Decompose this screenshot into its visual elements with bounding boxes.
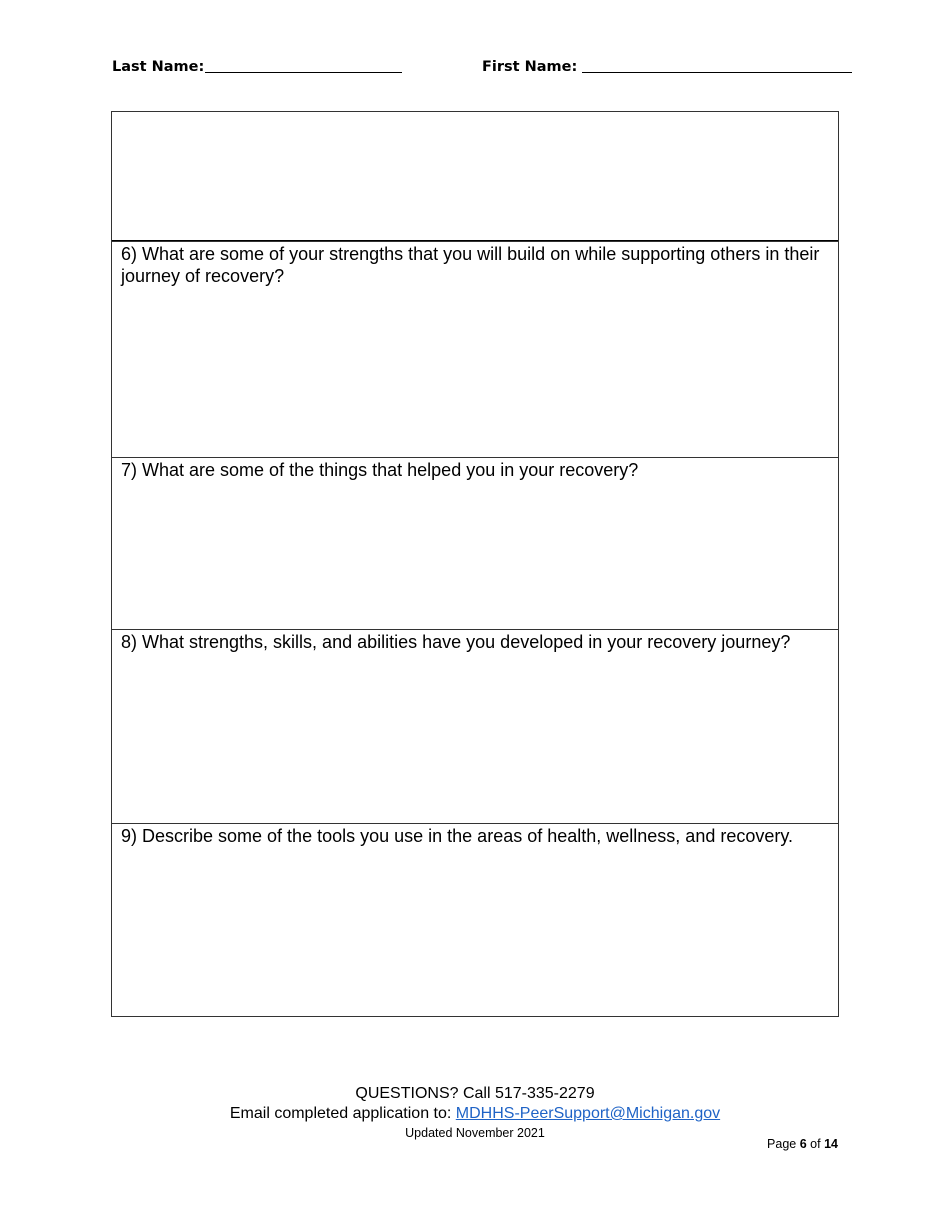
updated-date: Updated November 2021 xyxy=(405,1126,545,1140)
question-6-text: 6) What are some of your strengths that you will build on while supporting others in their journey of recovery? xyxy=(121,244,820,286)
question-8-box[interactable] xyxy=(112,629,838,823)
question-9-box[interactable] xyxy=(112,823,838,1016)
question-7-box[interactable] xyxy=(112,457,838,629)
question-7-text: 7) What are some of the things that helped you in your recovery? xyxy=(121,460,639,480)
email-link[interactable]: MDHHS-PeerSupport@Michigan.gov xyxy=(455,1105,721,1122)
of-word: of xyxy=(810,1137,821,1151)
email-line xyxy=(0,1104,950,1124)
page-footer xyxy=(0,1084,950,1141)
page-word: Page xyxy=(767,1137,797,1151)
last-name-input-line[interactable] xyxy=(205,56,402,73)
question-6-box[interactable] xyxy=(112,241,838,457)
name-header xyxy=(112,56,838,80)
first-name-field xyxy=(482,56,852,75)
last-name-label: Last Name: xyxy=(112,59,205,75)
answer-box-continued[interactable] xyxy=(112,112,838,241)
total-pages: 14 xyxy=(824,1137,838,1151)
email-prefix-text: Email completed application to: xyxy=(229,1105,456,1122)
last-name-field xyxy=(112,56,402,75)
first-name-label: First Name: xyxy=(482,59,578,75)
first-name-input-line[interactable] xyxy=(582,56,852,73)
questions-table xyxy=(111,111,839,1017)
current-page: 6 xyxy=(799,1137,807,1151)
page-number xyxy=(767,1137,838,1151)
question-8-text: 8) What strengths, skills, and abilities have you developed in your recovery journey? xyxy=(121,632,791,652)
question-9-text: 9) Describe some of the tools you use in the areas of health, wellness, and recovery. xyxy=(121,826,794,846)
questions-phone-line: QUESTIONS? Call 517-335-2279 xyxy=(355,1085,595,1102)
